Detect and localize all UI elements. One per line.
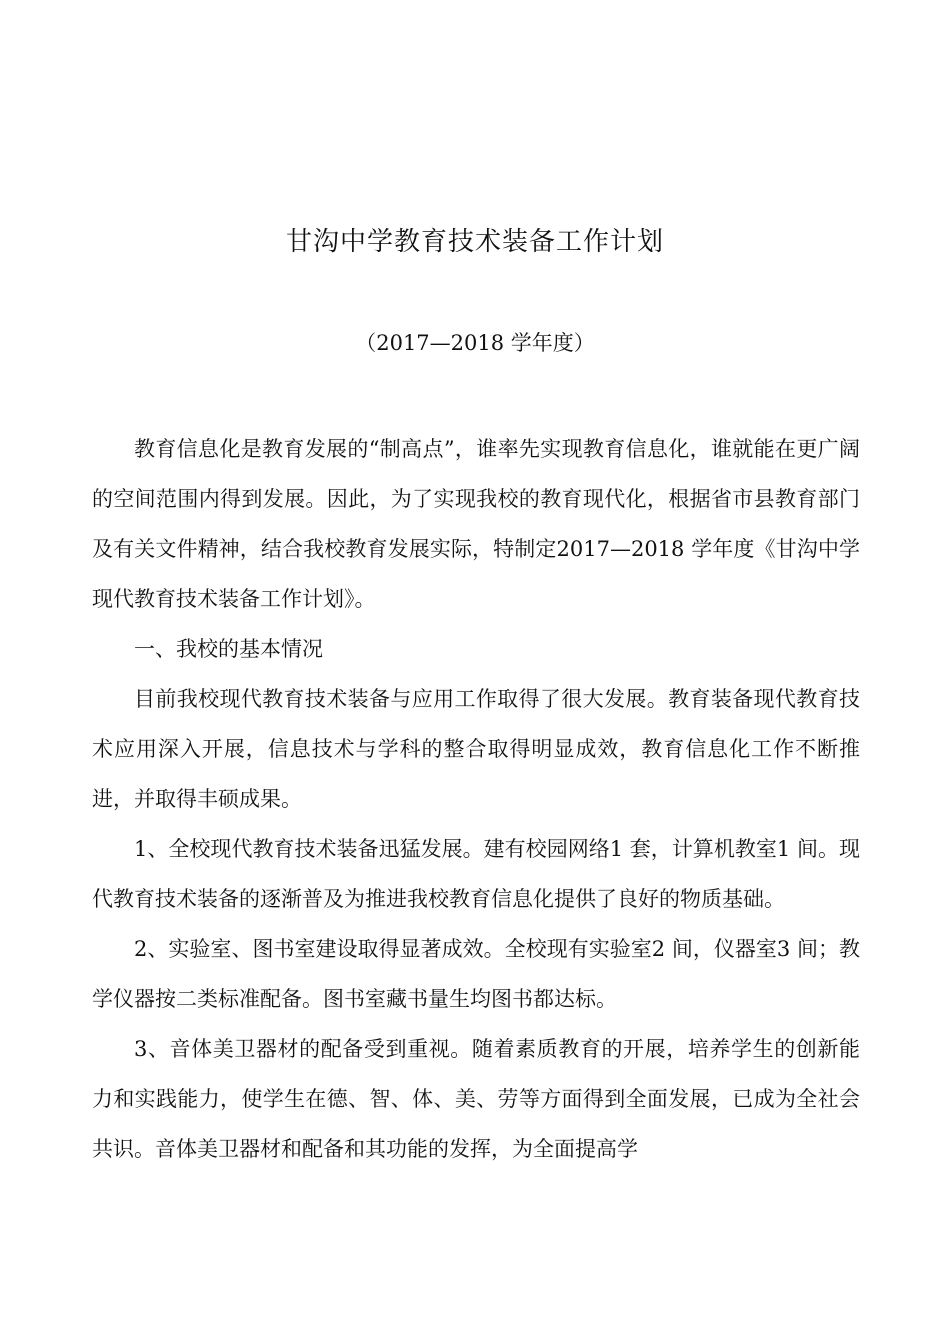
paragraph-item-2: 2、实验室、图书室建设取得显著成效。全校现有实验室2 间，仪器室3 间；教学仪器按二类标准配备。图书室藏书量生均图书都达标。 xyxy=(92,937,860,1011)
paragraph-intro: 教育信息化是教育发展的“制高点”，谁率先实现教育信息化，谁就能在更广阔的空间范围内得到发展。因此，为了实现我校的教育现代化，根据省市县教育部门及有关文件精神，结合我校教育发展实际，特制定2017—2018 学年度《甘沟中学现代教育技术装备工作计划》。 xyxy=(92,437,860,611)
document-title: 甘沟中学教育技术装备工作计划 xyxy=(285,227,664,257)
paragraph-item-1: 1、全校现代教育技术装备迅猛发展。建有校园网络1 套，计算机教室1 间。现代教育技术装备的逐渐普及为推进我校教育信息化提供了良好的物质基础。 xyxy=(92,837,860,911)
paragraph-overview: 目前我校现代教育技术装备与应用工作取得了很大发展。教育装备现代教育技术应用深入开展，信息技术与学科的整合取得明显成效，教育信息化工作不断推进，并取得丰硕成果。 xyxy=(92,687,860,811)
document-body xyxy=(92,424,860,1174)
document-subtitle: （2017—2018 学年度） xyxy=(355,331,595,355)
section-heading: 一、我校的基本情况 xyxy=(134,637,323,661)
paragraph-item-3: 3、音体美卫器材的配备受到重视。随着素质教育的开展，培养学生的创新能力和实践能力，使学生在德、智、体、美、劳等方面得到全面发展，已成为全社会共识。音体美卫器材和配备和其功能的发挥，为全面提高学 xyxy=(92,1037,860,1161)
